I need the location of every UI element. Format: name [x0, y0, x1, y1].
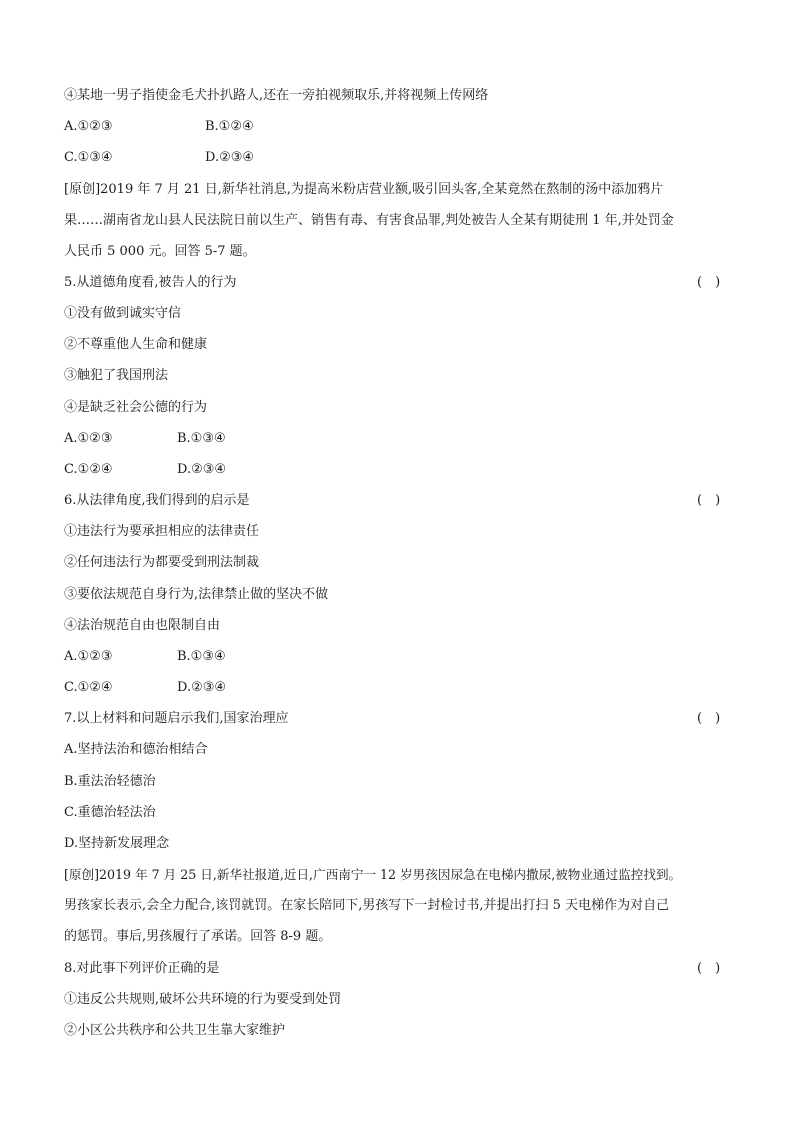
- q6-answer-blank: ( ): [697, 493, 721, 508]
- material-2-line-3: 的惩罚。事后,男孩履行了承诺。回答 8-9 题。: [64, 929, 332, 944]
- q6-statement-4: ④法治规范自由也限制自由: [64, 618, 221, 633]
- q6-statement-2: ②任何违法行为都要受到刑法制裁: [64, 555, 260, 570]
- q5-statement-4: ④是缺乏社会公德的行为: [64, 400, 208, 415]
- q6-statement-3: ③要依法规范自身行为,法律禁止做的坚决不做: [64, 587, 329, 602]
- q8-statement-1: ①违反公共规则,破坏公共环境的行为要受到处罚: [64, 992, 342, 1007]
- q7-answer-blank: ( ): [697, 711, 721, 726]
- question-8: 8.对此事下列评价正确的是: [64, 961, 220, 976]
- q4-statement-4: ④某地一男子指使金毛犬扑扒路人,还在一旁拍视频取乐,并将视频上传网络: [64, 88, 489, 103]
- material-1-line-1: [原创]2019 年 7 月 21 日,新华社消息,为提高米粉店营业额,吸引回头客,全某竟然在熬制的汤中添加鸦片: [64, 182, 664, 197]
- q7-option-c: C.重德治轻法治: [64, 805, 156, 820]
- q5-option-c: C.①②④: [64, 462, 113, 477]
- material-1-line-3: 人民币 5 000 元。回答 5-7 题。: [64, 244, 256, 259]
- q5-answer-blank: ( ): [697, 275, 721, 290]
- material-1-line-2: 果……湖南省龙山县人民法院日前以生产、销售有毒、有害食品罪,判处被告人全某有期徒刑 1 年,并处罚金: [64, 213, 674, 228]
- q4-option-c: C.①③④: [64, 150, 113, 165]
- q6-statement-1: ①违法行为要承担相应的法律责任: [64, 524, 260, 539]
- q8-statement-2: ②小区公共秩序和公共卫生靠大家维护: [64, 1023, 286, 1038]
- q5-statement-2: ②不尊重他人生命和健康: [64, 337, 208, 352]
- q6-option-c: C.①②④: [64, 680, 113, 695]
- q5-statement-1: ①没有做到诚实守信: [64, 306, 182, 321]
- q4-option-a: A.①②③: [64, 119, 113, 134]
- q4-option-d: D.②③④: [205, 150, 255, 165]
- q7-option-d: D.坚持新发展理念: [64, 836, 170, 851]
- q8-answer-blank: ( ): [697, 961, 721, 976]
- q4-option-b: B.①②④: [205, 119, 254, 134]
- question-5: 5.从道德角度看,被告人的行为: [64, 275, 237, 290]
- material-2-line-2: 男孩家长表示,会全力配合,该罚就罚。在家长陪同下,男孩写下一封检讨书,并提出打扫 5 天电梯作为对自己: [64, 898, 670, 913]
- q5-statement-3: ③触犯了我国刑法: [64, 368, 169, 383]
- q6-option-a: A.①②③: [64, 649, 113, 664]
- q5-option-a: A.①②③: [64, 431, 113, 446]
- q7-option-b: B.重法治轻德治: [64, 774, 156, 789]
- q7-option-a: A.坚持法治和德治相结合: [64, 742, 208, 757]
- question-7: 7.以上材料和问题启示我们,国家治理应: [64, 711, 289, 726]
- question-6: 6.从法律角度,我们得到的启示是: [64, 493, 250, 508]
- q5-option-d: D.②③④: [177, 462, 227, 477]
- material-2-line-1: [原创]2019 年 7 月 25 日,新华社报道,近日,广西南宁一 12 岁男孩因尿急在电梯内撒尿,被物业通过监控找到。: [64, 867, 682, 882]
- q6-option-b: B.①③④: [177, 649, 226, 664]
- q5-option-b: B.①③④: [177, 431, 226, 446]
- q6-option-d: D.②③④: [177, 680, 227, 695]
